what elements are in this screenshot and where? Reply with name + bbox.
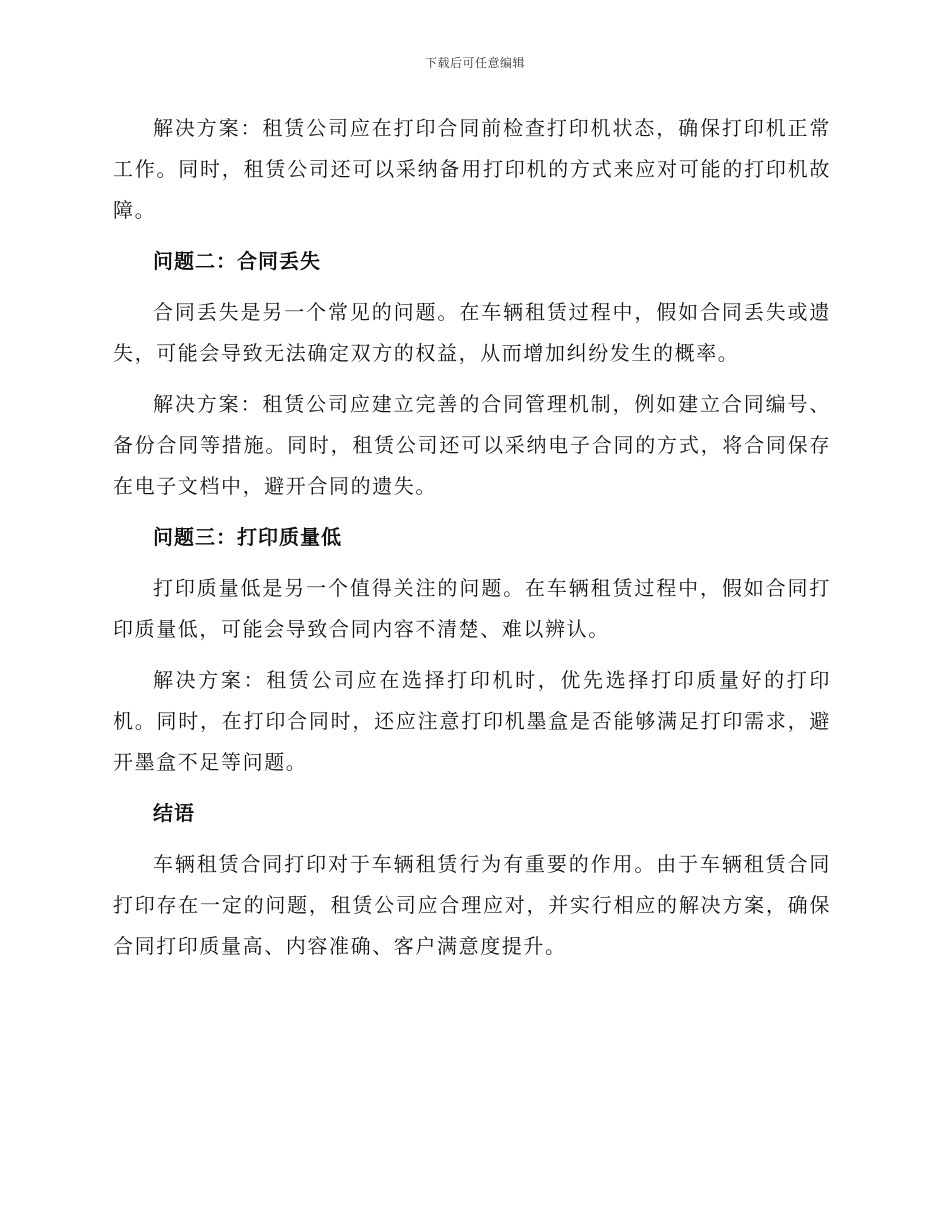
paragraph-solution-contract-loss: 解决方案：租赁公司应建立完善的合同管理机制，例如建立合同编号、备份合同等措施。同时，租赁公司还可以采纳电子合同的方式，将合同保存在电子文档中，避开合同的遗失。 (113, 392, 831, 498)
paragraph-solution-print-quality: 解决方案：租赁公司应在选择打印机时，优先选择打印质量好的打印机。同时，在打印合同时，还应注意打印机墨盒是否能够满足打印需求，避开墨盒不足等问题。 (113, 668, 831, 774)
document-body (113, 108, 831, 977)
heading-conclusion: 结语 (153, 801, 195, 825)
paragraph-print-quality: 打印质量低是另一个值得关注的问题。在车辆租赁过程中，假如合同打印质量低，可能会导致合同内容不清楚、难以辨认。 (113, 576, 831, 641)
paragraph-solution-printer: 解决方案：租赁公司应在打印合同前检查打印机状态，确保打印机正常工作。同时，租赁公司还可以采纳备用打印机的方式来应对可能的打印机故障。 (113, 116, 831, 222)
heading-problem-two: 问题二：合同丢失 (153, 249, 321, 273)
paragraph-conclusion: 车辆租赁合同打印对于车辆租赁行为有重要的作用。由于车辆租赁合同打印存在一定的问题，租赁公司应合理应对，并实行相应的解决方案，确保合同打印质量高、内容准确、客户满意度提升。 (113, 852, 831, 958)
paragraph-contract-loss: 合同丢失是另一个常见的问题。在车辆租赁过程中，假如合同丢失或遗失，可能会导致无法确定双方的权益，从而增加纠纷发生的概率。 (113, 300, 831, 365)
heading-problem-three: 问题三：打印质量低 (153, 525, 342, 549)
page-header: 下载后可任意编辑 (424, 56, 525, 70)
